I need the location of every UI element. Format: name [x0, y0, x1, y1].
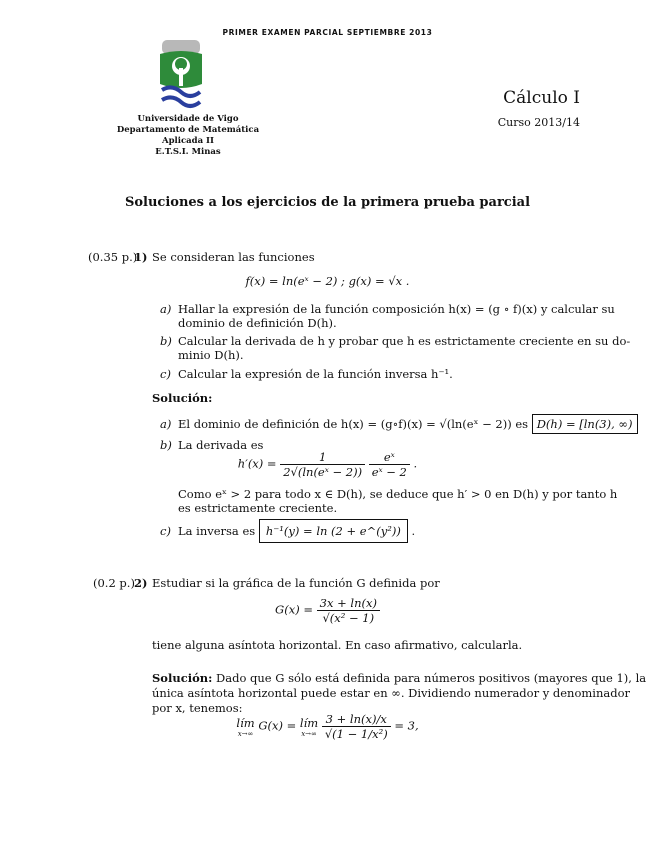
q2-lim-num: 3 + ln(x)/x [322, 712, 391, 727]
q1-sa-answer-box: D(h) = [ln(3), ∞) [532, 414, 638, 434]
q2-solution-text-1: Dado que G sólo está definida para números positivos (mayores que 1), la [216, 671, 647, 685]
q1-c-label: c) [160, 367, 171, 381]
university-logo [158, 40, 204, 110]
institution-university: Universidade de Vigo [137, 114, 239, 124]
course-name: Cálculo I [503, 88, 580, 108]
q2-lim-frac [322, 712, 391, 741]
q1-sa-text: El dominio de definición de h(x) = (g∘f)(x) = √(ln(eˣ − 2)) es [178, 417, 529, 431]
exam-header: PRIMER EXAMEN PARCIAL SEPTIEMBRE 2013 [222, 28, 433, 37]
institution-block [100, 114, 276, 158]
q1-derivative-lhs: h′(x) = [237, 456, 277, 471]
q1-number: 1) [134, 250, 148, 264]
q1-sb-text2-1: Como eˣ > 2 para todo x ∈ D(h), se deduce que h′ > 0 en D(h) y por tanto h [178, 487, 618, 501]
q2-number: 2) [134, 576, 148, 590]
q1-functions: f(x) = ln(eˣ − 2) ; g(x) = √x . [245, 274, 410, 288]
q1-sc-text: La inversa es [178, 524, 256, 538]
q1-sb-text: La derivada es [178, 438, 264, 452]
q1-b-text-1: Calcular la derivada de h y probar que h es estrictamente creciente en su do- [178, 334, 631, 348]
q2-lim-2 [300, 716, 318, 738]
q1-frac1-num: 1 [280, 450, 365, 465]
q1-c-text: Calcular la expresión de la función inversa h⁻¹. [178, 367, 453, 381]
q2-lim-2-word: lím [299, 715, 319, 730]
q1-solution-label: Solución: [152, 391, 213, 405]
q2-lhs: G(x) = [275, 602, 313, 617]
q1-derivative-frac2 [369, 450, 410, 479]
q2-question: tiene alguna asíntota horizontal. En caso afirmativo, calcularla. [152, 638, 523, 652]
q1-b-label: b) [160, 334, 172, 348]
q1-sa-label: a) [160, 417, 172, 431]
document-title: Soluciones a los ejercicios de la primera prueba parcial [124, 195, 531, 210]
q2-solution-text-3: por x, tenemos: [152, 701, 243, 715]
q2-lim-result: = 3, [394, 718, 419, 733]
q1-points: (0.35 p.) [88, 250, 138, 264]
q2-function-formula [0, 596, 655, 625]
q2-lim-1-sub: x→∞ [237, 729, 254, 738]
q1-derivative-formula [0, 450, 655, 479]
q1-frac1-den: 2√(ln(eˣ − 2)) [283, 465, 363, 479]
q1-sc-end: . [411, 524, 416, 538]
q2-points: (0.2 p.) [93, 576, 135, 590]
institution-school: E.T.S.I. Minas [155, 147, 221, 157]
q2-lim-1 [236, 716, 254, 738]
q2-solution-label: Solución: [152, 671, 213, 685]
q2-frac-num: 3x + ln(x) [317, 596, 380, 611]
q1-sc-answer-box: h⁻¹(y) = ln (2 + e^(y²)) [259, 519, 408, 543]
q2-limit-formula [0, 712, 655, 741]
q2-frac [317, 596, 380, 625]
q1-a-label: a) [160, 302, 172, 316]
q2-frac-den: √(x² − 1) [322, 611, 375, 625]
q2-lim-2-sub: x→∞ [301, 729, 317, 738]
course-block [470, 88, 580, 129]
course-year: Curso 2013/14 [497, 116, 580, 129]
q2-statement: Estudiar si la gráfica de la función G definida por [152, 576, 440, 590]
q1-sb-text2-2: es estrictamente creciente. [178, 501, 338, 515]
q1-statement: Se consideran las funciones [152, 250, 315, 264]
q2-solution-line-1 [152, 670, 646, 686]
q1-frac2-num: eˣ [369, 450, 410, 465]
q2-lim-lhs: G(x) = [258, 718, 297, 733]
q2-lim-den: √(1 − 1/x²) [324, 727, 388, 741]
q1-a-text-2: dominio de definición D(h). [178, 316, 337, 330]
q1-frac2-den: eˣ − 2 [371, 465, 407, 479]
q2-solution-text-2: única asíntota horizontal puede estar en ∞. Dividiendo numerador y denominador [152, 686, 631, 700]
q2-lim-1-word: lím [236, 715, 255, 730]
institution-department: Departamento de Matemática Aplicada II [116, 125, 260, 146]
q1-b-text-2: minio D(h). [178, 348, 244, 362]
q1-derivative-end: . [413, 456, 418, 471]
q1-sc-line [178, 523, 415, 539]
q1-sb-label: b) [160, 438, 172, 452]
q1-sa-line [178, 416, 638, 432]
q1-derivative-frac1 [280, 450, 365, 479]
q1-a-text-1: Hallar la expresión de la función composición h(x) = (g ∘ f)(x) y calcular su [178, 302, 615, 316]
q1-sc-label: c) [160, 524, 171, 538]
